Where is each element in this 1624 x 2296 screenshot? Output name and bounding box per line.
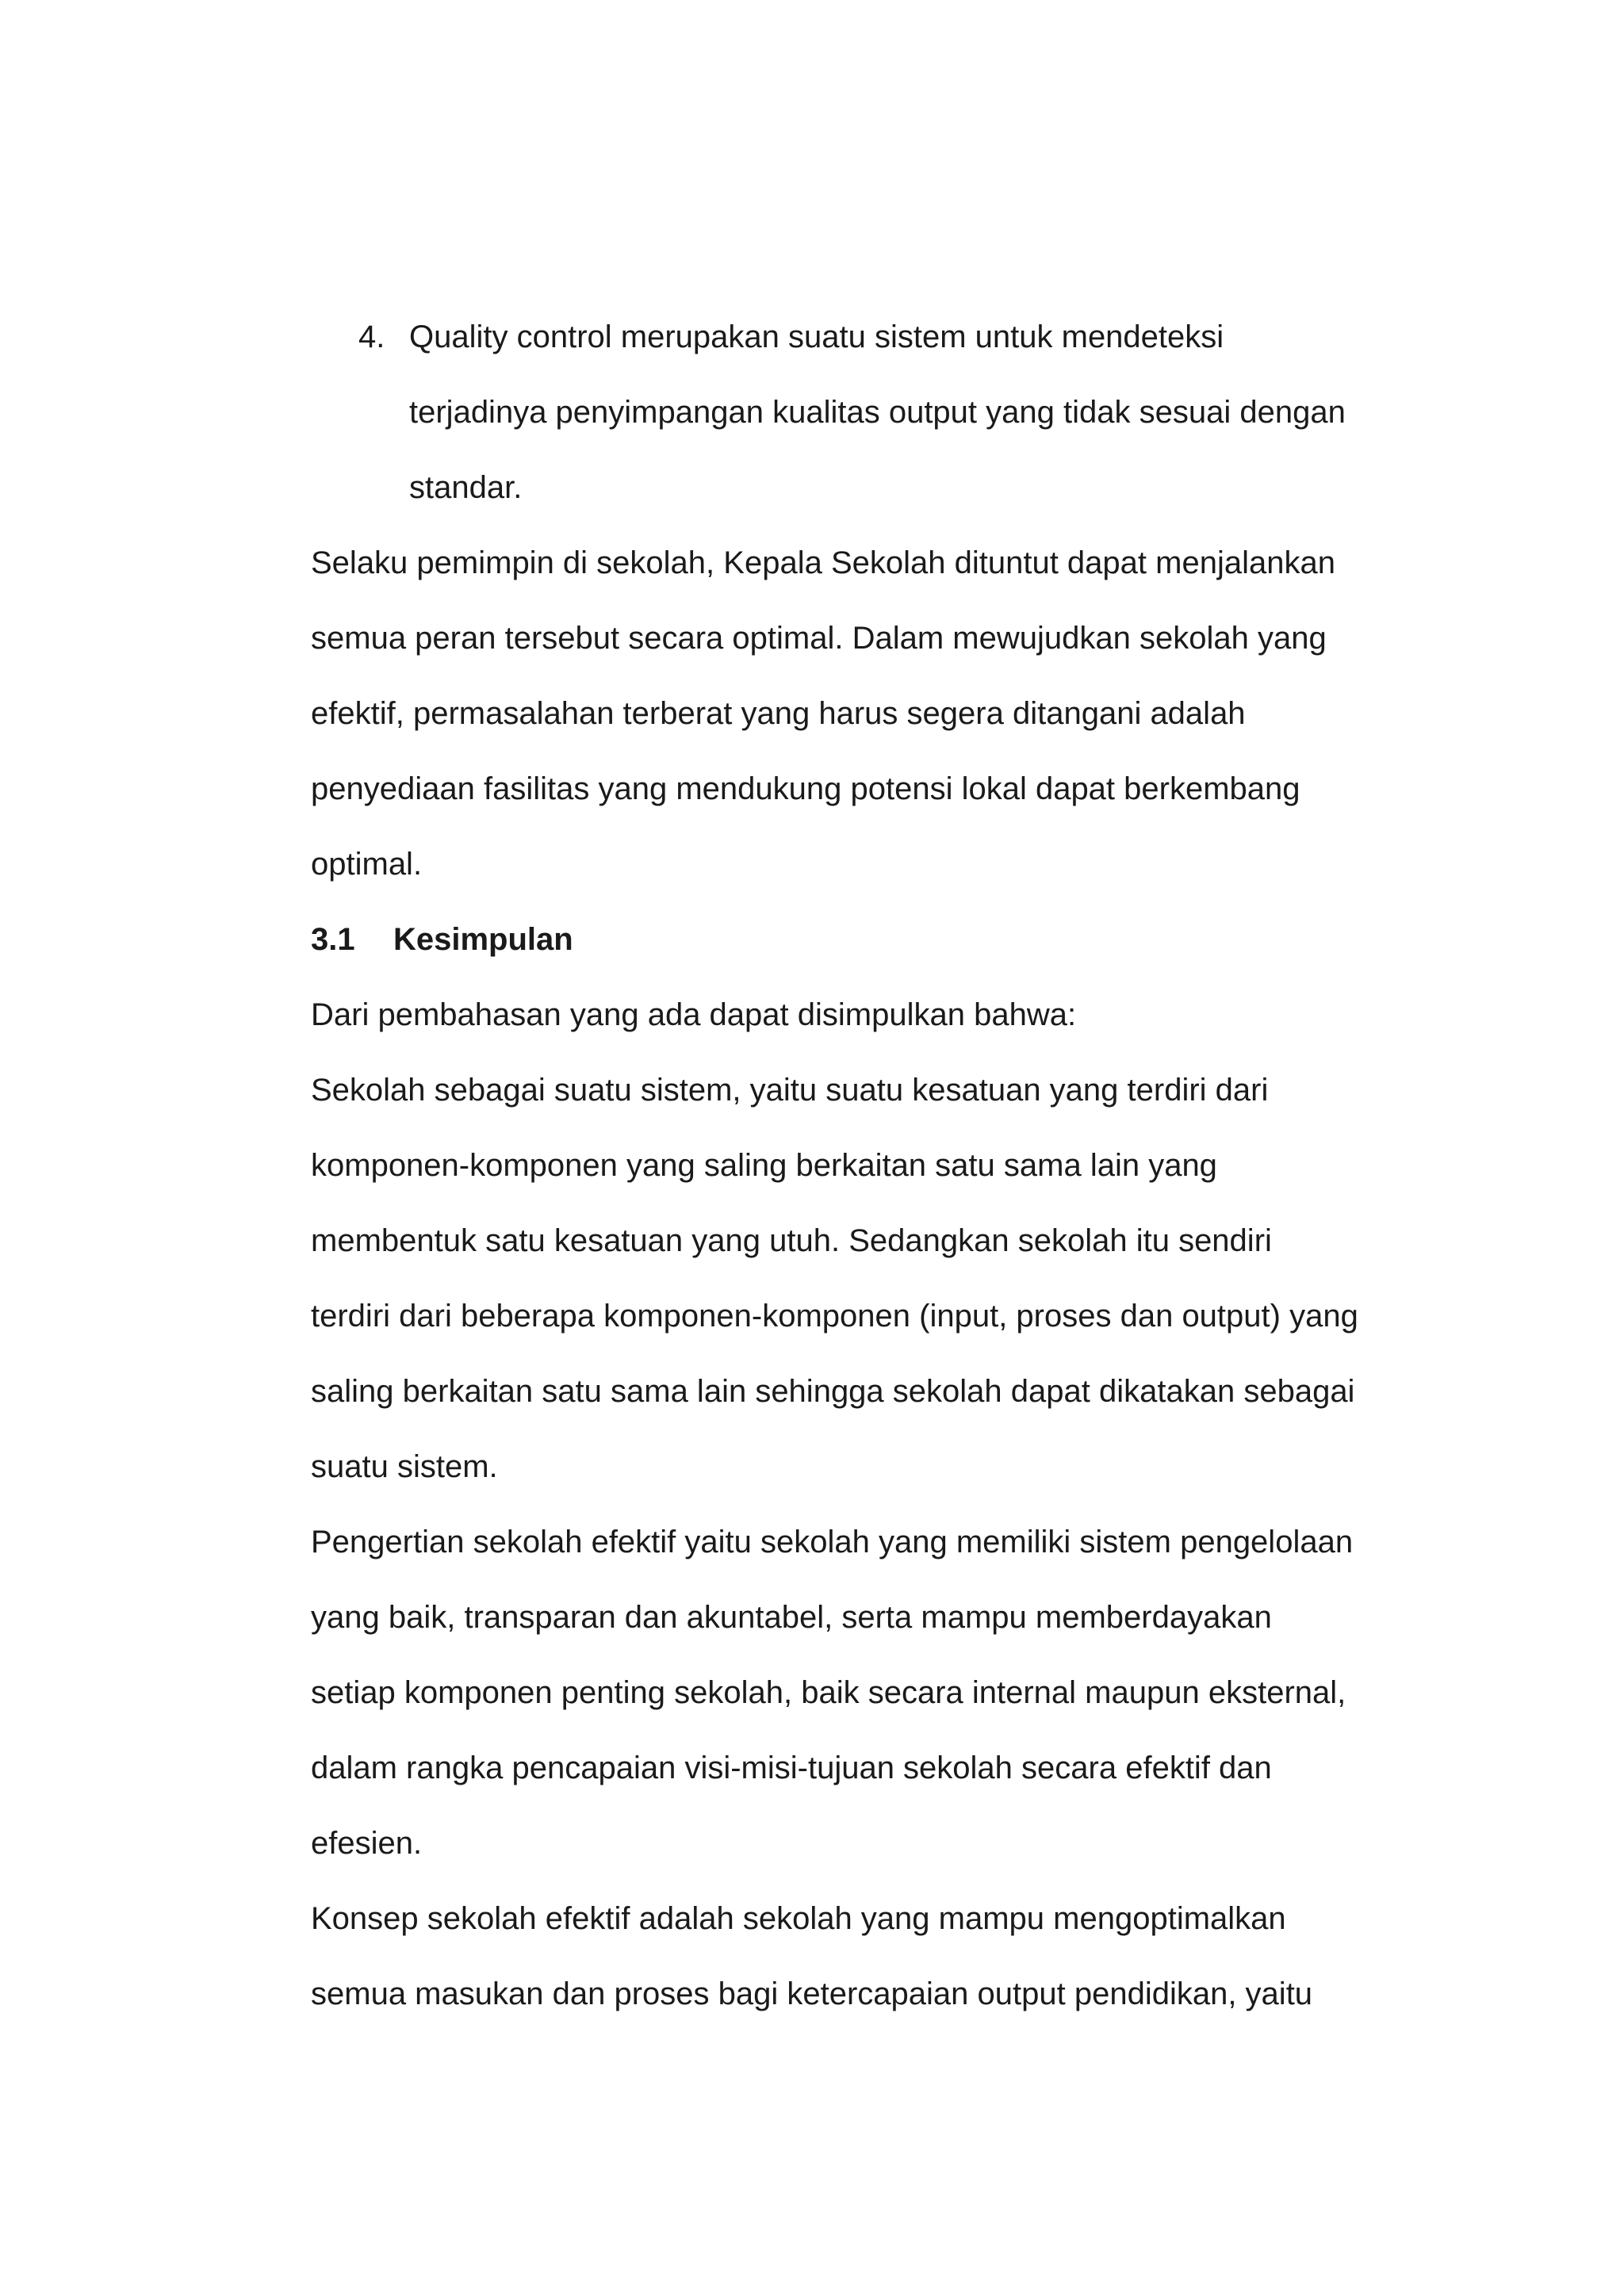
text-line: semua peran tersebut secara optimal. Dalam mewujudkan sekolah yang — [311, 621, 1327, 656]
text-line: Selaku pemimpin di sekolah, Kepala Sekolah dituntut dapat menjalankan — [311, 545, 1335, 580]
text-line: setiap komponen penting sekolah, baik secara internal maupun eksternal, — [311, 1675, 1346, 1710]
text-line: penyediaan fasilitas yang mendukung potensi lokal dapat berkembang — [311, 771, 1300, 806]
text-line: yang baik, transparan dan akuntabel, serta mampu memberdayakan — [311, 1600, 1272, 1635]
list-item-quality-control — [311, 300, 1421, 526]
text-line: Sekolah sebagai suatu sistem, yaitu suatu kesatuan yang terdiri dari — [311, 1073, 1269, 1108]
paragraph-effective-school-concept — [311, 1881, 1421, 2032]
paragraph-intro — [311, 978, 1421, 1053]
text-line: Pengertian sekolah efektif yaitu sekolah yang memiliki sistem pengelolaan — [311, 1525, 1354, 1559]
section-heading — [311, 902, 1421, 978]
text-line: komponen-komponen yang saling berkaitan satu sama lain yang — [311, 1148, 1217, 1183]
paragraph-principal-role — [311, 526, 1421, 902]
text-line: Quality control merupakan suatu sistem untuk mendeteksi — [409, 320, 1224, 354]
text-line: Dari pembahasan yang ada dapat disimpulkan bahwa: — [311, 997, 1077, 1032]
paragraph-school-system — [311, 1053, 1421, 1505]
text-line: efesien. — [311, 1826, 423, 1861]
text-line: semua masukan dan proses bagi ketercapaian output pendidikan, yaitu — [311, 1976, 1313, 2011]
text-line: saling berkaitan satu sama lain sehingga sekolah dapat dikatakan sebagai — [311, 1374, 1355, 1409]
list-item-text — [311, 300, 1421, 526]
section-number: 3.1 — [311, 922, 355, 957]
text-line: Konsep sekolah efektif adalah sekolah yang mampu mengoptimalkan — [311, 1901, 1286, 1936]
section-title: Kesimpulan — [393, 922, 573, 957]
text-line: suatu sistem. — [311, 1449, 498, 1484]
text-line: membentuk satu kesatuan yang utuh. Sedangkan sekolah itu sendiri — [311, 1223, 1272, 1258]
text-line: terjadinya penyimpangan kualitas output yang tidak sesuai dengan — [409, 395, 1346, 430]
list-marker: 4. — [358, 320, 385, 354]
text-line: efektif, permasalahan terberat yang harus segera ditangani adalah — [311, 696, 1246, 731]
page-body — [311, 300, 1421, 2032]
text-line: dalam rangka pencapaian visi-misi-tujuan sekolah secara efektif dan — [311, 1751, 1272, 1785]
text-line: terdiri dari beberapa komponen-komponen (input, proses dan output) yang — [311, 1299, 1358, 1334]
text-line: optimal. — [311, 847, 423, 882]
paragraph-effective-school-definition — [311, 1505, 1421, 1881]
text-line: standar. — [409, 470, 523, 505]
